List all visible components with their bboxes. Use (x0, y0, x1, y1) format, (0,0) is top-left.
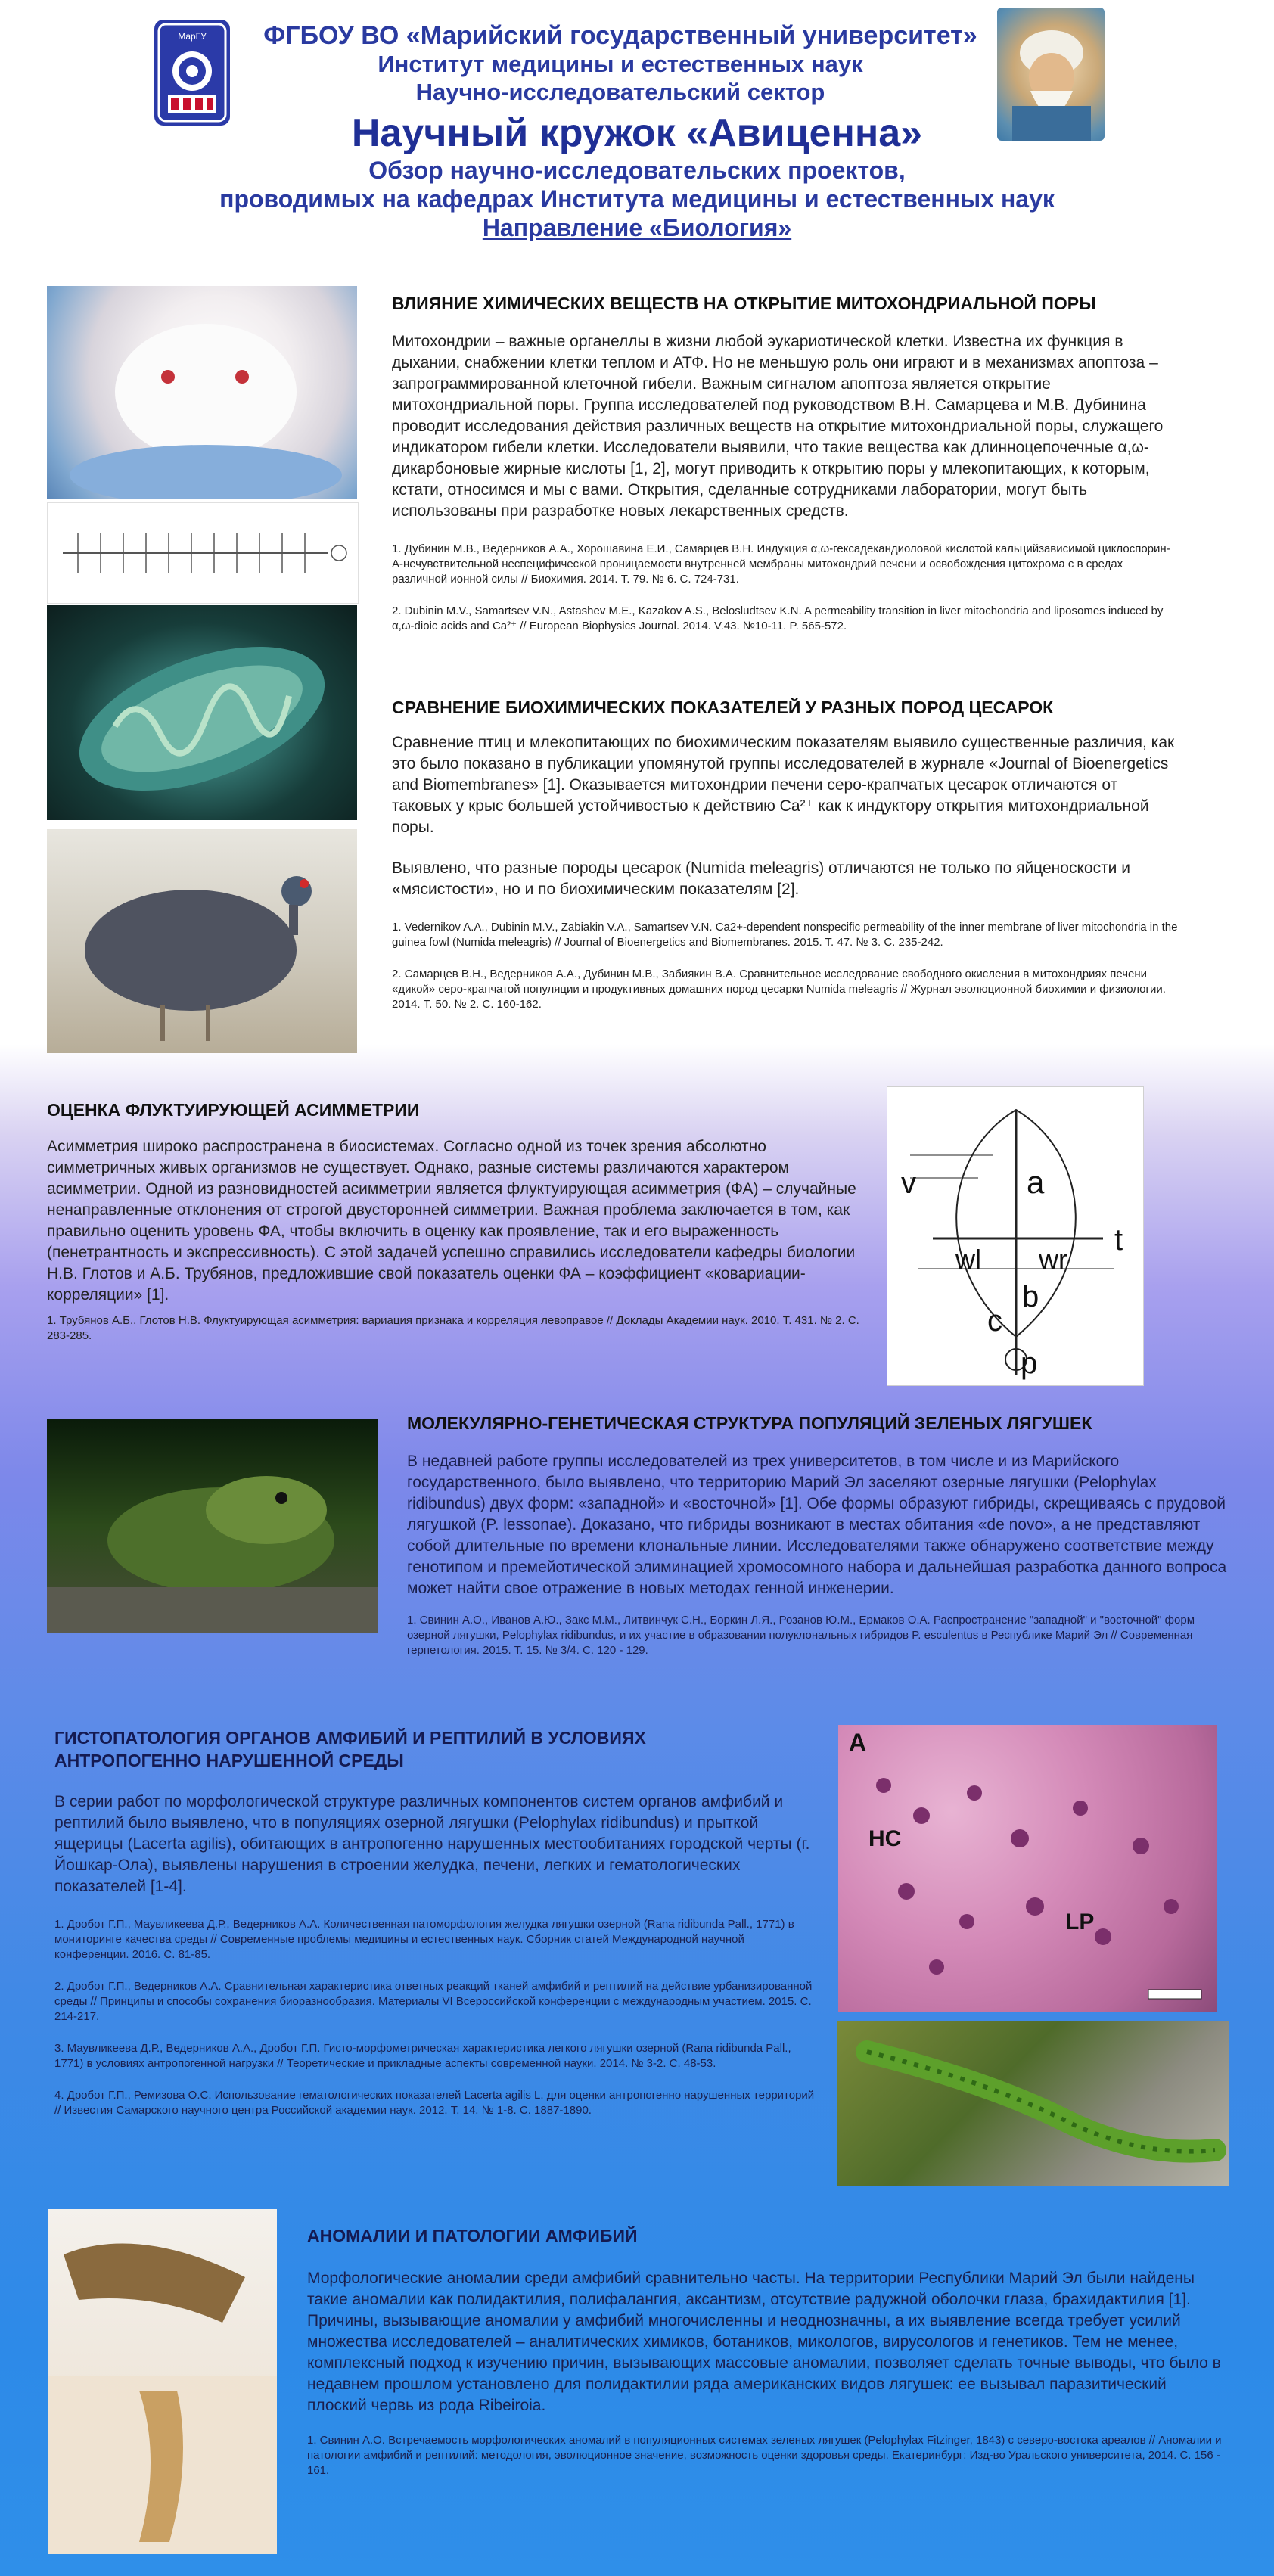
section-5-ref-3: 3. Маувликеева Д.Р., Ведерников А.А., Дробот Г.П. Гисто-морфометрическая характеристика легкого лягушки озерной (Rana ridibunda Pall., 1771) в условиях антропогенной нагрузки // Теоретические и прикладные аспекты современной науки. 2014. № 3-2. С. 48-53. (54, 2042, 791, 2070)
section-1-body: Митохондрии – важные органеллы в жизни любой эукариотической клетки. Известна их функция в дыхании, снабжении клетки теплом и АТФ. Но не меньшую роль они играют и в механизмах апоптоза – запрограммированной клеточной гибели. Важным сигналом апоптоза является открытие митохондриальной поры. Группа исследователей под руководством В.Н. Самарцева и М.В. Дубинина проводит исследования действия различных веществ на открытие митохондриальной поры, служащего индикатором гибели клетки. Исследователи выявили, что такие вещества как длинноцепочечные α,ω-дикарбоновые жирные кислоты [1, 2], могут приводить к открытию поры у млекопитающих, к которым, кстати, относимся и мы с вами. Открытия, сделанные сотрудниками лаборатории, могут быть использованы при разработке новых лекарственных средств. (392, 333, 1164, 520)
section-4-body: В недавней работе группы исследователей из трех университетов, в том числе и из Марийского государственного, было выявлено, что территорию Марий Эл заселяют озерные лягушки (Pelophylax ridibundus) двух форм: «западной» и «восточной» [1]. Обе формы образуют гибриды, скрещиваясь с прудовой лягушкой (P. lessonae). Доказано, что гибриды возникают в местах обитания «de novo», а не представляют собой длительные по времени клональные линии. Исследователями также обнаружено соответствие между генотипом и премейотической элиминацией хромосомного набора и дальнейшая разработка данного вопроса может найти свое отражение в новых методах генной инженерии. (407, 1453, 1227, 1597)
leaf-label-c: c (987, 1304, 1002, 1338)
mitochondrion-photo (47, 605, 357, 820)
section-1-ref-1: 1. Дубинин М.В., Ведерников А.А., Хорошавина Е.И., Самарцев В.Н. Индукция α,ω-гексадекандиоловой кислотой кальцийзависимой циклоспорин-А-нечувствительной неспецифической проницаемости внутренней мембраны митохондрий печени и освобождения цитохрома с в средах различной ионной силы // Биохимия. 2014. Т. 79. № 6. С. 724-731. (392, 542, 1170, 586)
section-2-ref-2: 2. Самарцев В.Н., Ведерников А.А., Дубинин М.В., Забиякин В.А. Сравнительное исследование свободного окисления в митохондриях печени «дикой» серо-крапчатой популяции и продуктивных домашних пород цесарки Numida meleagris // Журнал эволюционной биохимии и физиологии. 2014. Т. 50. № 2. С. 160-162. (392, 968, 1166, 1011)
page-title: Научный кружок «Авиценна» (351, 111, 923, 155)
leaf-label-p: p (1021, 1347, 1038, 1380)
frog-photo (47, 1419, 378, 1633)
section-1-ref-2: 2. Dubinin M.V., Samartsev V.N., Astashev M.E., Kazakov A.S., Belosludtsev K.N. A permeability transition in liver mitochondria and liposomes induced by α,ω-dioic acids and Ca²⁺ // European Biophysics Journal. 2014. V.43. №10-11. P. 565-572. (392, 604, 1164, 632)
section-6-ref-1: 1. Свинин А.О. Встречаемость морфологических аномалий в популяционных системах зеленых лягушек (Pelophylax Fitzinger, 1843) с северо-востока ареалов // Аномалии и патологии амфибий и рептилий: методология, эволюционное значение, возможность оценки здоровья среды. Екатеринбург: Изд-во Уральского университета, 2014. С. 156 - 161. (307, 2434, 1222, 2477)
section-5-title-2: АНТРОПОГЕННО НАРУШЕННОЙ СРЕДЫ (54, 1751, 404, 1770)
section-3-ref-1: 1. Трубянов А.Б., Глотов Н.В. Флуктуирующая асимметрия: вариация признака и корреляция левоправое // Доклады Академии наук. 2010. Т. 431. № 2. С. 283-285. (47, 1314, 859, 1342)
leaf-label-b: b (1022, 1280, 1039, 1313)
institute-name: Институт медицины и естественных наук (378, 51, 863, 77)
guinea-fowl-photo (47, 829, 357, 1053)
section-2-body-2: Выявлено, что разные породы цесарок (Numida meleagris) отличаются не только по яйценоскости и «мясистости», но и по биохимическим показателям [2]. (392, 859, 1130, 898)
section-6-title: АНОМАЛИИ И ПАТОЛОГИИ АМФИБИЙ (307, 2226, 638, 2245)
section-5-title-1: ГИСТОПАТОЛОГИЯ ОРГАНОВ АМФИБИЙ И РЕПТИЛИЙ В УСЛОВИЯХ (54, 1728, 646, 1748)
section-4-ref-1: 1. Свинин А.О., Иванов А.Ю., Закс М.М., Литвинчук С.Н., Боркин Л.Я., Розанов Ю.М., Ермаков О.А. Распространение "западной" и "восточной" форм озерной лягушки, Pelophylax ridibundus, и их участие в образовании полуклональных гибридов P. esculentus в Республике Марий Эл // Современная герпетология. 2015. Т. 15. № 3/4. С. 120 - 129. (407, 1614, 1195, 1657)
rat-photo (47, 286, 357, 499)
leaf-label-a: a (1027, 1164, 1045, 1200)
logo-text: МарГУ (178, 31, 207, 42)
sector-name: Научно-исследовательский сектор (415, 79, 825, 105)
section-2-body-1: Сравнение птиц и млекопитающих по биохимическим показателям выявило существенные различия, как это было показано в публикации упомянутой группы исследователей в журнале «Journal of Bioenergetics and Biomembranes» [1]. Оказывается митохондрии печени серо-крапчатых цесарок отличаются от таковых у крыс большей устойчивостью к действию Ca²⁺ как к индуктору открытия митохондриальной поры. (392, 734, 1175, 836)
histo-label-lp: LP (1065, 1909, 1095, 1934)
section-2-ref-1: 1. Vedernikov A.A., Dubinin M.V., Zabiakin V.A., Samartsev V.N. Ca2+-dependent nonspecific permeability of the inner membrane of liver mitochondria in the guinea fowl (Numida meleagris) // Journal of Bioenergetics and Biomembranes. 2015. T. 47. № 3. С. 235-242. (392, 921, 1178, 949)
leaf-label-wr: wr (1039, 1244, 1067, 1275)
review-line-1: Обзор научно-исследовательских проектов, (368, 157, 906, 184)
histo-label-a: A (849, 1729, 867, 1756)
section-5-ref-4: 4. Дробот Г.П., Ремизова О.С. Использование гематологических показателей Lacerta agilis L. для оценки антропогенно нарушенных территорий // Известия Самарского научного центра Российской академии наук. 2012. Т. 14. № 1-8. С. 1887-1890. (54, 2089, 815, 2117)
histo-label-hc: HC (868, 1826, 902, 1851)
section-5-ref-1: 1. Дробот Г.П., Маувликеева Д.Р., Ведерников А.А. Количественная патоморфология желудка лягушки озерной (Rana ridibunda Pall., 1771) в мониторинге качества среды // Современные проблемы медицины и естественных наук. Сборник статей Международной научной конференции. 2016. С. 81-85. (54, 1918, 794, 1961)
section-5-body: В серии работ по морфологической структуре различных компонентов систем органов амфибий и рептилий было выявлено, что в популяциях озерной лягушки (Pelophylax ridibundus) и прыткой ящерицы (Lacerta agilis), обитающих в антропогенно нарушенных местообитаниях городской черты (г. Йошкар-Ола), выявлены нарушения в строении желудка, печени, легких и гематологических показателей [1-4]. (54, 1793, 810, 1895)
section-4-title: МОЛЕКУЛЯРНО-ГЕНЕТИЧЕСКАЯ СТРУКТУРА ПОПУЛЯЦИЙ ЗЕЛЕНЫХ ЛЯГУШЕК (407, 1413, 1092, 1433)
leaf-label-wl: wl (956, 1244, 981, 1275)
histology-micrograph (838, 1725, 1217, 2012)
section-1-title: ВЛИЯНИЕ ХИМИЧЕСКИХ ВЕЩЕСТВ НА ОТКРЫТИЕ МИТОХОНДРИАЛЬНОЙ ПОРЫ (392, 294, 1096, 313)
lizard-photo (837, 2021, 1229, 2186)
org-name: ФГБОУ ВО «Марийский государственный университет» (263, 21, 977, 50)
section-3-body: Асимметрия широко распространена в биосистемах. Согласно одной из точек зрения абсолютно симметричных живых организмов не существует. Однако, разные системы различаются характером асимметрии. Одной из разновидностей асимметрии является флуктуирующая асимметрия (ФА) – случайные ненаправленные отклонения от строгой двусторонней симметрии. Важная проблема заключается в том, как правильно оценить уровень ФА, чтобы включить в оценку как проявление, так и его выраженность (пенетрантность и экспрессивность). С этой задачей успешно справились исследователи кафедры биологии Н.В. Глотов и А.Б. Трубянов, предложившие свой показатель оценки ФА – коэффициент «ковариации-корреляции» [1]. (47, 1138, 856, 1304)
leaf-diagram (887, 1086, 1144, 1386)
leaf-label-t: t (1114, 1223, 1123, 1257)
section-6-body: Морфологические аномалии среди амфибий сравнительно часты. На территории Республики Марий Эл были найдены такие аномалии как полидактилия, полифалангия, аксантизм, отсутствие радужной оболочки глаза, брахидактилия [1]. Причины, вызывающие аномалии у амфибий многочисленны и неоднозначны, а их выявление всегда требует усилий множества исследователей – аналитических химиков, ботаников, микологов, вирусологов и генетиков. Тем не менее, комплексный подход к изучению причин, вызывающих массовые аномалии, позволяет сделать точные выводы, что было в недавнем прошлом установлено для полидактилии ряда американских видов лягушек: ее вызывал паразитический плоский червь из рода Ribeiroia. (307, 2270, 1221, 2414)
section-5-ref-2: 2. Дробот Г.П., Ведерников А.А. Сравнительная характеристика ответных реакций тканей амфибий и рептилий на действие урбанизированной среды // Принципы и способы сохранения биоразнообразия. Материалы VI Всероссийской конференции с международным участием. 2015. С. 214-217. (54, 1980, 813, 2023)
section-2-title: СРАВНЕНИЕ БИОХИМИЧЕСКИХ ПОКАЗАТЕЛЕЙ У РАЗНЫХ ПОРОД ЦЕСАРОК (392, 698, 1054, 717)
anomaly-frog-photo (48, 2209, 277, 2554)
leaf-label-v: v (901, 1167, 916, 1200)
fatty-acid-structure (47, 502, 359, 604)
direction-label: Направление «Биология» (482, 214, 792, 241)
review-line-2: проводимых на кафедрах Института медицины и естественных наук (219, 185, 1055, 213)
section-3-title: ОЦЕНКА ФЛУКТУИРУЮЩЕЙ АСИММЕТРИИ (47, 1100, 420, 1120)
